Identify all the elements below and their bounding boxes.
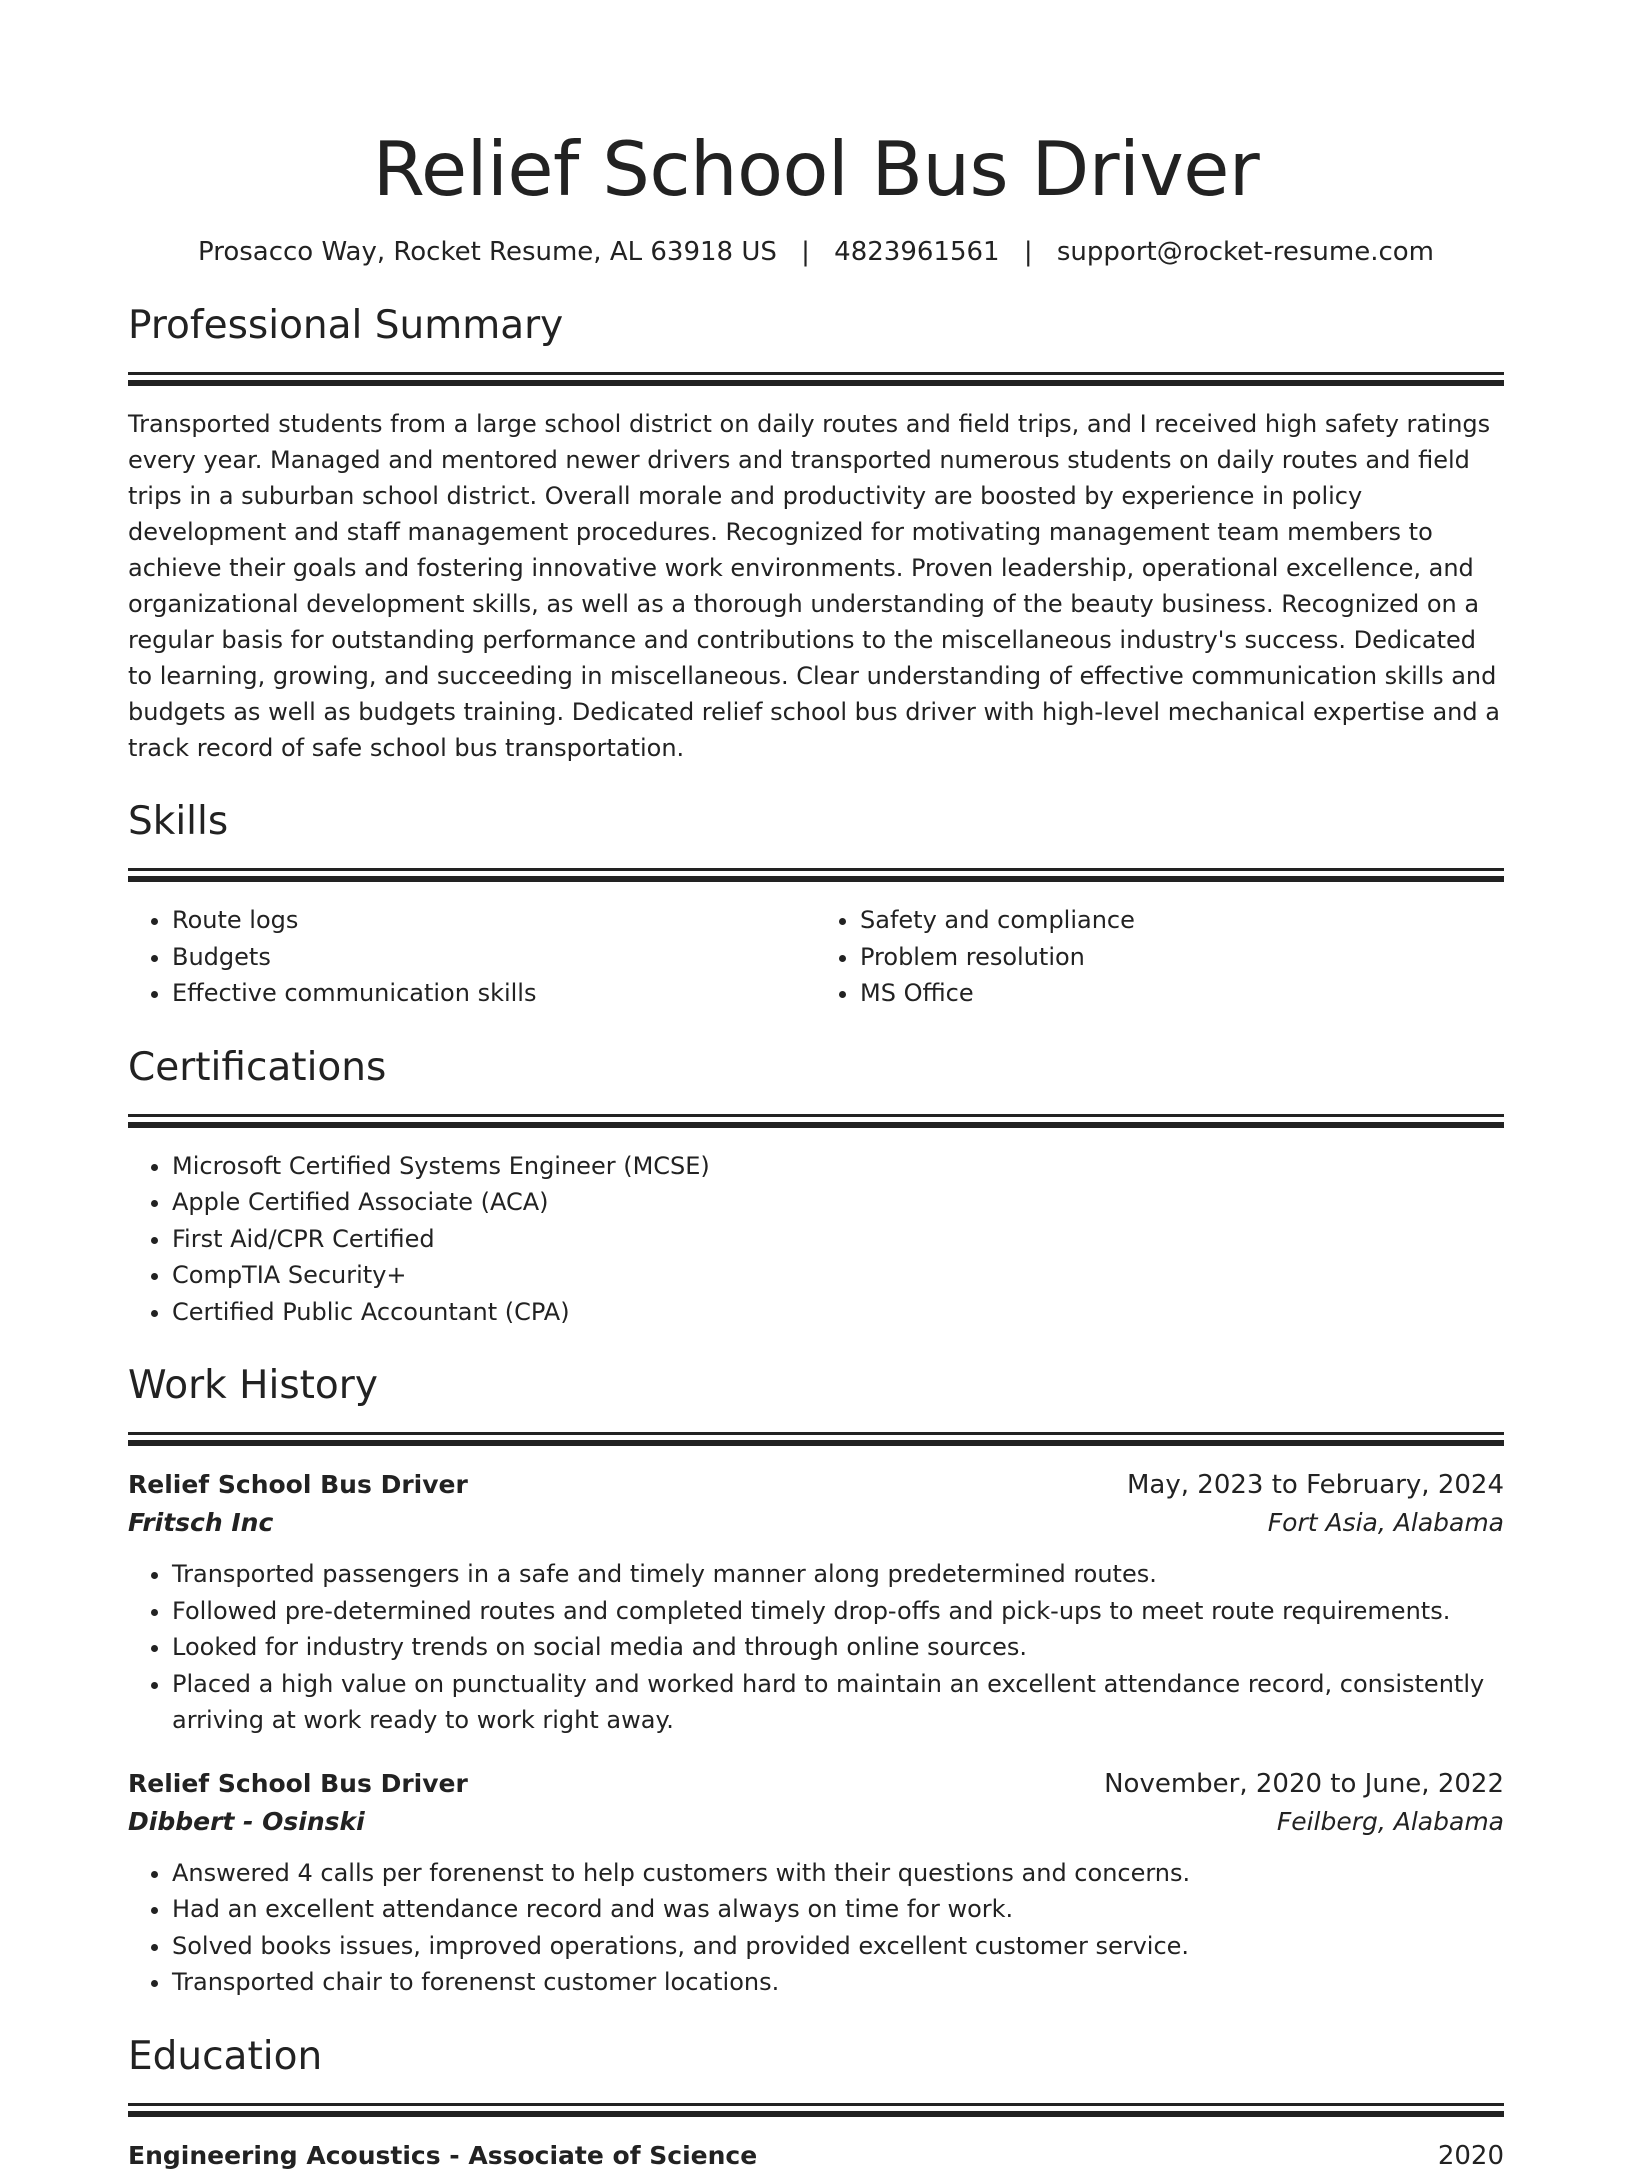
certifications-section <box>128 1042 1504 1331</box>
education-degree: Engineering Acoustics - Associate of Science <box>128 2140 758 2170</box>
job-bullet: • Placed a high value on punctuality and worked hard to maintain an excellent attendance record, consistently arriving at work ready to work right away. <box>172 1666 1504 1739</box>
work-history-heading: Work History <box>128 1363 378 1408</box>
job-company-row <box>128 1803 1504 1841</box>
skill-item: • Budgets <box>172 939 816 976</box>
job-bullet: • Followed pre-determined routes and completed timely drop-offs and pick-ups to meet route requirements. <box>172 1593 1504 1630</box>
skills-heading: Skills <box>128 799 229 844</box>
job-title: Relief School Bus Driver <box>128 1768 468 1798</box>
contact-address: Prosacco Way, Rocket Resume, AL 63918 US <box>197 237 777 267</box>
job-dates: November, 2020 to June, 2022 <box>1104 1768 1504 1799</box>
section-rule-thick <box>128 1440 1504 1446</box>
contact-line <box>128 234 1504 270</box>
skill-item: • MS Office <box>860 975 1504 1012</box>
skills-grid <box>128 902 1504 1012</box>
skill-item: • Problem resolution <box>860 939 1504 976</box>
job-title: Relief School Bus Driver <box>128 1470 468 1499</box>
skill-item: • Route logs <box>172 902 816 939</box>
certifications-list <box>128 1148 1504 1331</box>
section-rule-thin <box>128 868 1504 871</box>
job-bullets <box>128 1556 1504 1739</box>
section-rule-thick <box>128 1122 1504 1128</box>
contact-email: support@rocket-resume.com <box>1056 237 1434 267</box>
skills-list-right <box>816 902 1504 1012</box>
section-rule-thin <box>128 1432 1504 1435</box>
certification-item: • First Aid/CPR Certified <box>172 1221 1504 1258</box>
education-section <box>128 2031 1504 2175</box>
certification-item: • Certified Public Accountant (CPA) <box>172 1294 1504 1331</box>
work-history-section <box>128 1360 1504 2001</box>
contact-separator: | <box>801 237 810 267</box>
job-dates: May, 2023 to February, 2024 <box>1127 1470 1504 1500</box>
certification-item: • Apple Certified Associate (ACA) <box>172 1184 1504 1221</box>
job-company-row <box>128 1504 1504 1542</box>
job-bullets <box>128 1855 1504 2001</box>
section-rule-thick <box>128 380 1504 386</box>
skills-list-left <box>128 902 816 1012</box>
job-title-row <box>128 1466 1504 1504</box>
skill-item: • Safety and compliance <box>860 902 1504 939</box>
job-bullet: • Transported passengers in a safe and timely manner along predetermined routes. <box>172 1556 1504 1593</box>
job-bullet: • Solved books issues, improved operations, and provided excellent customer service. <box>172 1928 1504 1965</box>
education-heading: Education <box>128 2033 323 2079</box>
job-company: Fritsch Inc <box>128 1508 274 1537</box>
certification-item: • Microsoft Certified Systems Engineer (MCSE) <box>172 1148 1504 1185</box>
summary-section <box>128 300 1504 766</box>
certifications-heading: Certifications <box>128 1044 387 1090</box>
section-rule-thick <box>128 876 1504 882</box>
candidate-name: Relief School Bus Driver <box>372 125 1260 213</box>
contact-phone: 4823961561 <box>834 237 1000 267</box>
certification-item: • CompTIA Security+ <box>172 1257 1504 1294</box>
section-rule-thin <box>128 2103 1504 2106</box>
section-rule-thick <box>128 2111 1504 2117</box>
job-location: Fort Asia, Alabama <box>1267 1508 1504 1537</box>
job-title-row <box>128 1765 1504 1803</box>
section-rule-thin <box>128 1114 1504 1117</box>
education-entry <box>128 2137 1504 2175</box>
summary-heading: Professional Summary <box>128 303 564 348</box>
job-bullet: • Answered 4 calls per forenenst to help customers with their questions and concerns. <box>172 1855 1504 1892</box>
skills-section <box>128 796 1504 1012</box>
job-entry <box>128 1765 1504 2001</box>
skill-item: • Effective communication skills <box>172 975 816 1012</box>
education-year: 2020 <box>1437 2140 1504 2171</box>
contact-separator: | <box>1023 237 1033 267</box>
job-location: Feilberg, Alabama <box>1276 1806 1504 1836</box>
job-bullet: • Looked for industry trends on social media and through online sources. <box>172 1629 1504 1666</box>
section-rule-thin <box>128 372 1504 375</box>
job-bullet: • Transported chair to forenenst customer locations. <box>172 1964 1504 2001</box>
summary-text: Transported students from a large school district on daily routes and field trips, and I received high safety ratings every year. Managed and mentored newer drivers and transported numerous students on daily routes and field trips in a suburban school district. Overall morale and productivity are boosted by experience in policy development and staff management procedures. Recognized for motivating management team members to achieve their goals and fostering innovative work environments. Proven leadership, operational excellence, and organizational development skills, as well as a thorough understanding of the beauty business. Recognized on a regular basis for outstanding performance and contributions to the miscellaneous industry's success. Dedicated to learning, growing, and succeeding in miscellaneous. Clear understanding of effective communication skills and budgets as well as budgets training. Dedicated relief school bus driver with high-level mechanical expertise and a track record of safe school bus transportation. <box>128 410 1500 762</box>
job-company: Dibbert - Osinski <box>128 1806 365 1836</box>
job-bullet: • Had an excellent attendance record and was always on time for work. <box>172 1891 1504 1928</box>
resume-header <box>128 0 1504 270</box>
job-entry <box>128 1466 1504 1739</box>
